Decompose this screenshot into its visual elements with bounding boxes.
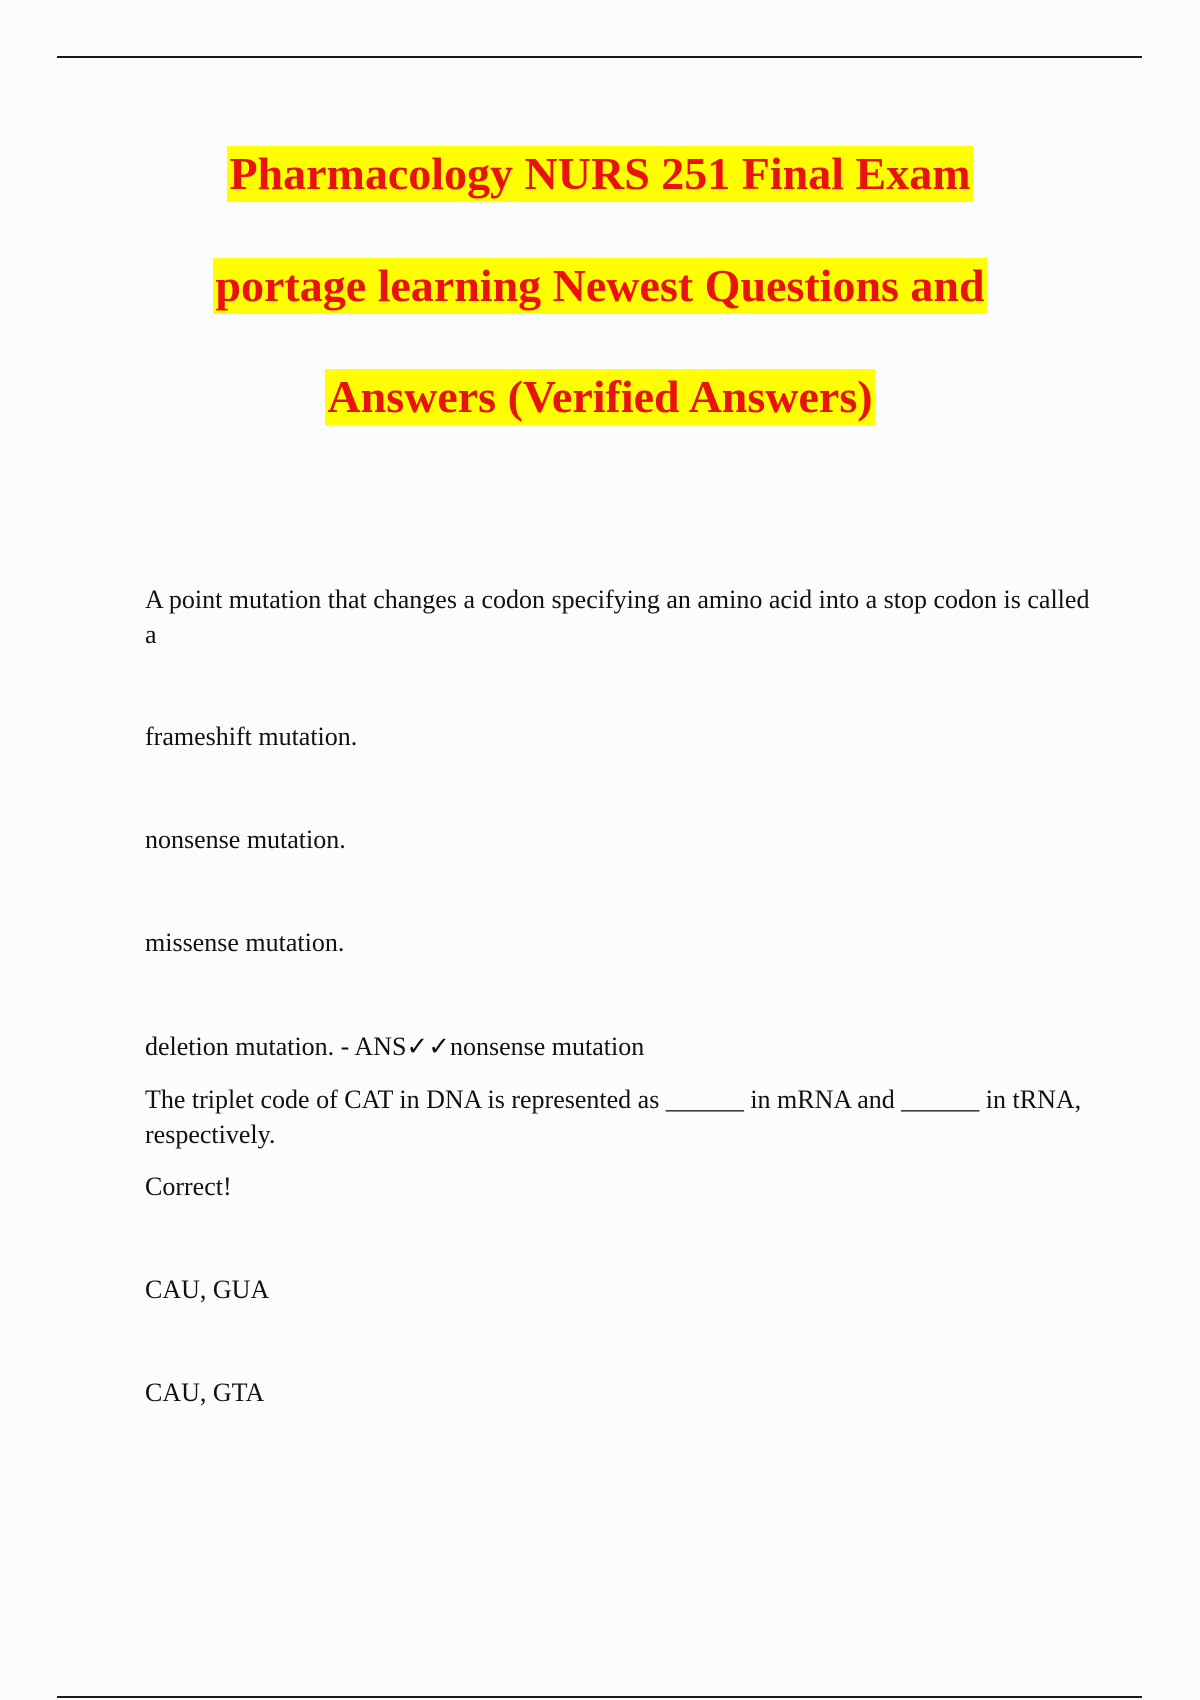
title-line-1-text: Pharmacology NURS 251 Final Exam: [227, 146, 972, 202]
question-2-text: The triplet code of CAT in DNA is represented as ______ in mRNA and ______ in tRNA, respectively.: [145, 1085, 1082, 1149]
question-1-text: A point mutation that changes a codon specifying an amino acid into a stop codon is called a: [145, 585, 1090, 649]
question-2-option-b: CAU, GTA: [145, 1378, 265, 1407]
title-line-3: [0, 369, 1200, 425]
top-rule: [57, 56, 1142, 58]
question-1-option-a: frameshift mutation.: [145, 722, 358, 751]
title-line-2: [0, 258, 1200, 314]
question-1-option-b: nonsense mutation.: [145, 825, 346, 854]
question-1-option-d-answer: deletion mutation. - ANS✓✓nonsense mutation: [145, 1032, 645, 1061]
question-1-option-c: missense mutation.: [145, 928, 345, 957]
question-2-option-a: CAU, GUA: [145, 1275, 270, 1304]
title-line-3-text: Answers (Verified Answers): [325, 369, 874, 425]
title-line-1: [0, 146, 1200, 202]
question-2-status: Correct!: [145, 1172, 232, 1201]
title-line-2-text: portage learning Newest Questions and: [213, 258, 986, 314]
bottom-rule: [57, 1696, 1142, 1698]
